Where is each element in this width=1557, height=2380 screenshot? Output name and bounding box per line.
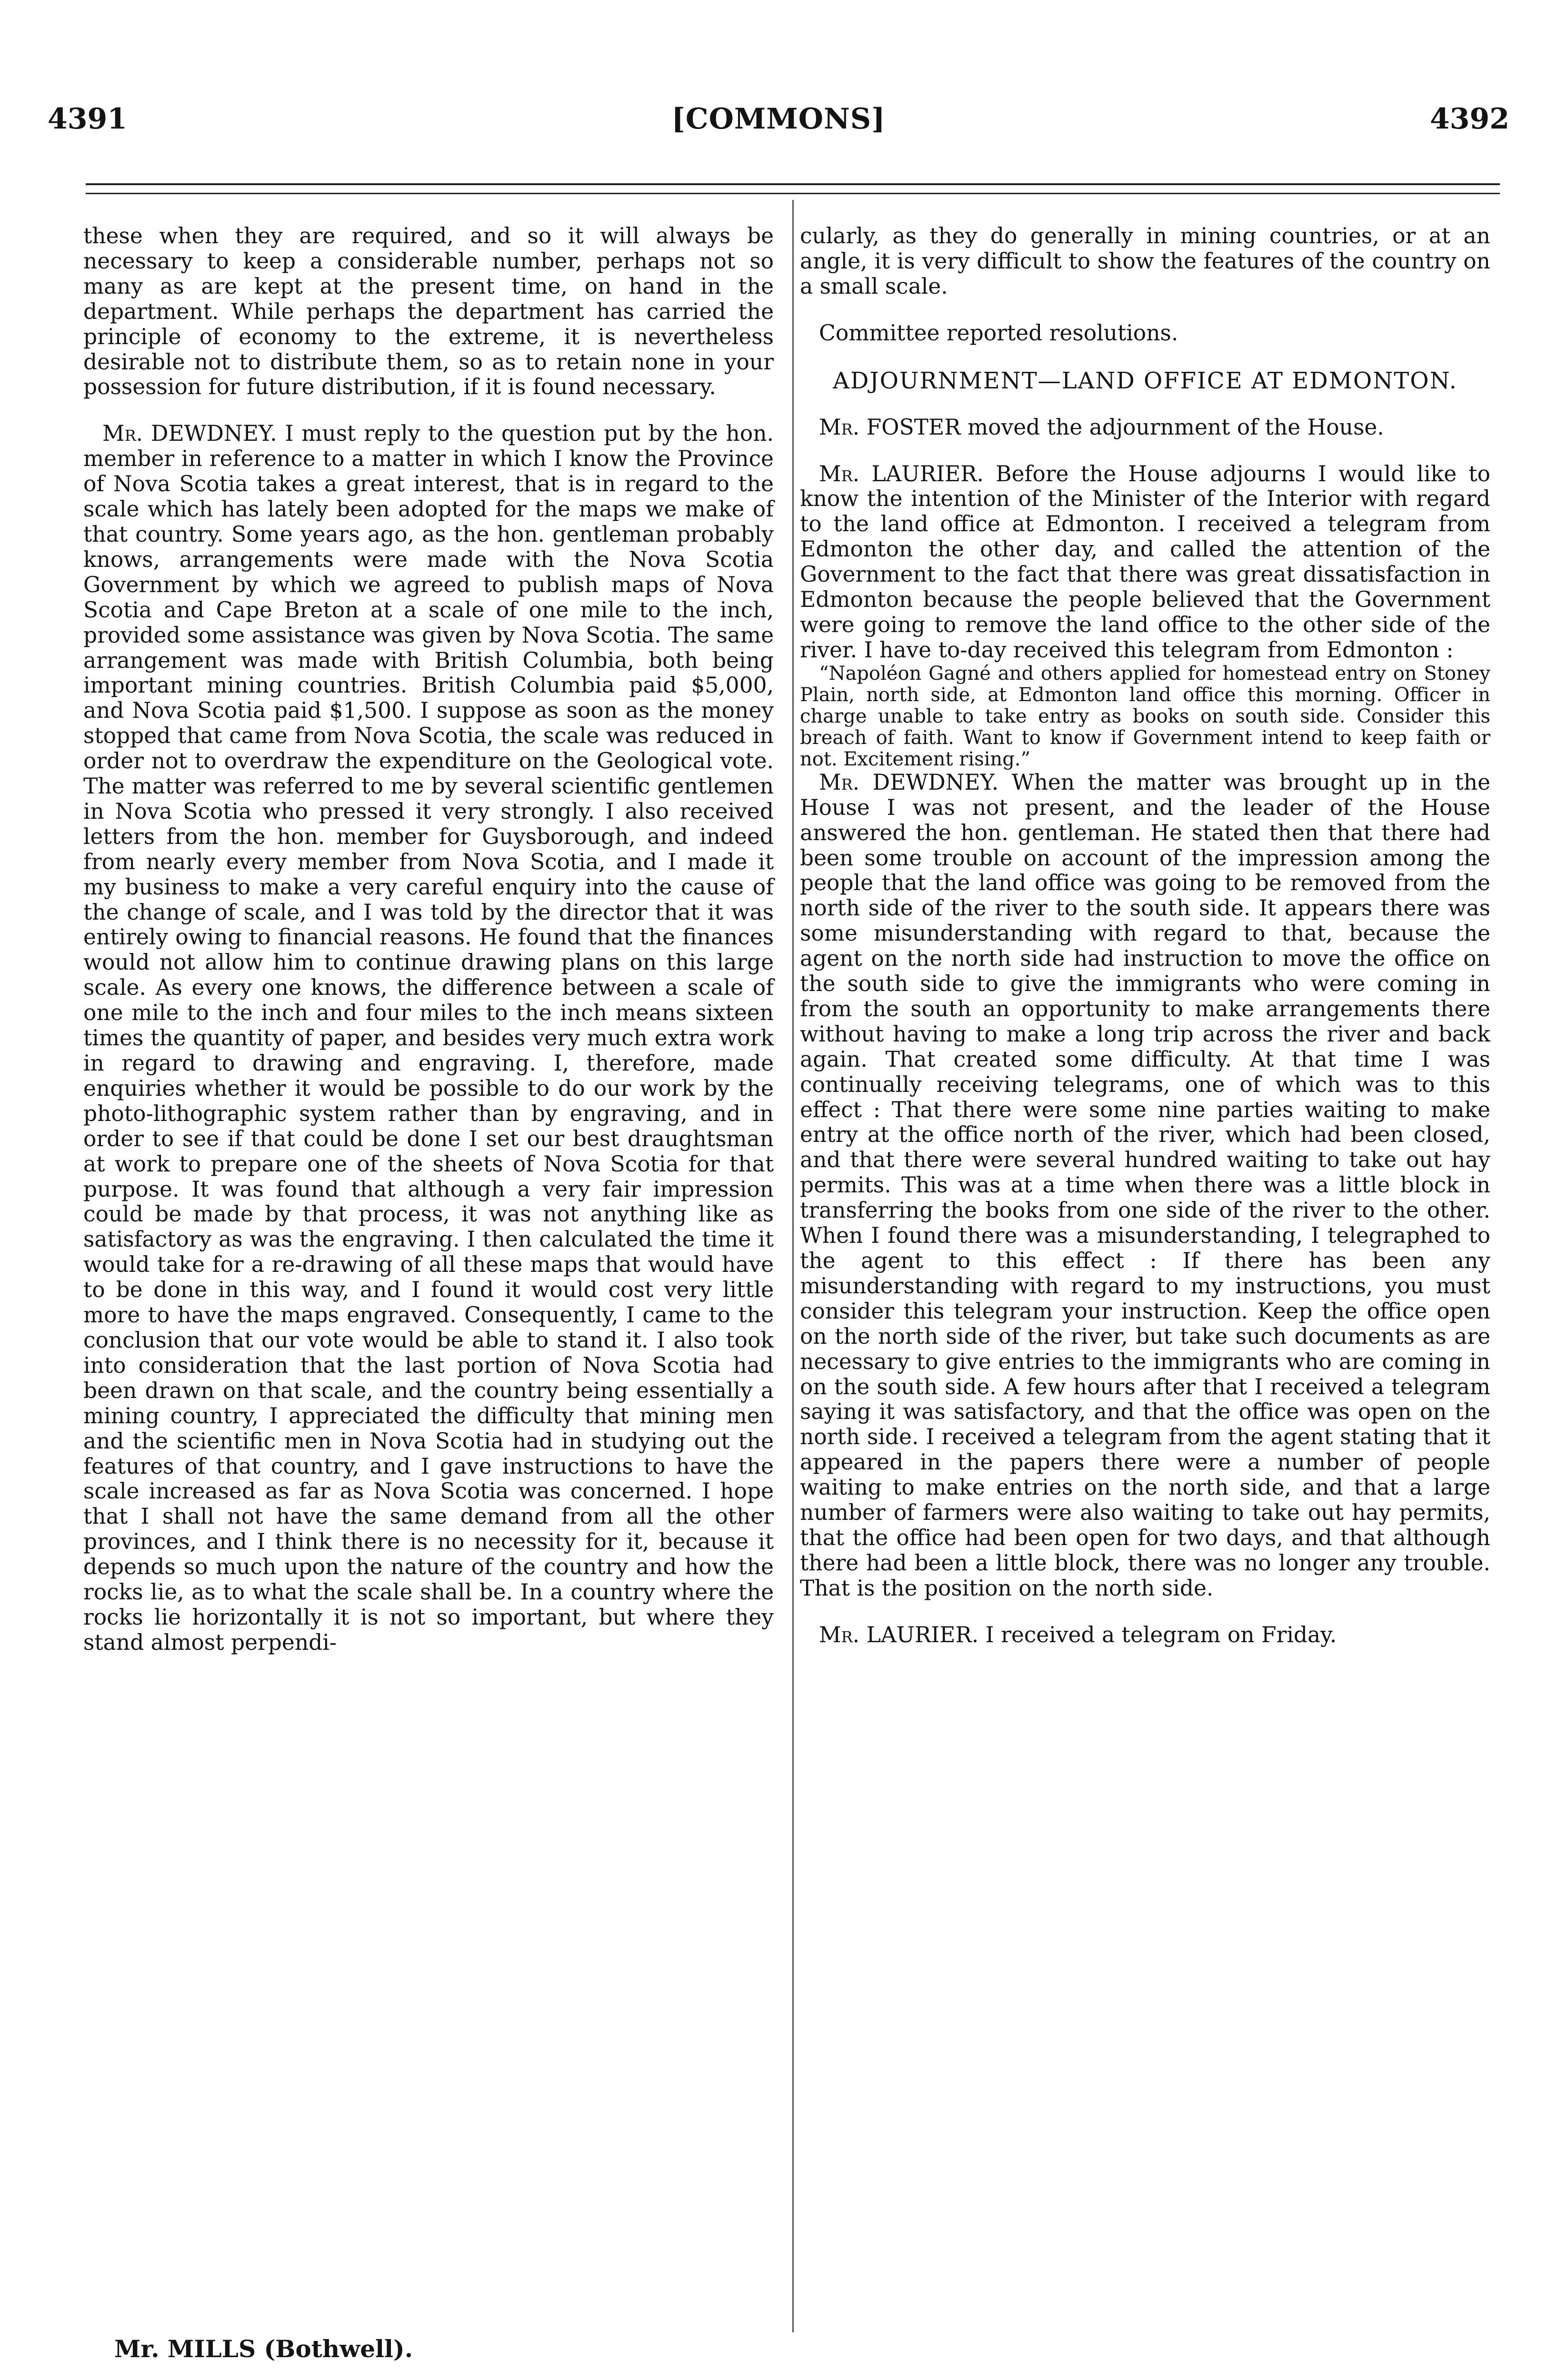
speech-text: I must reply to the question put by the hon. member in reference to a matter in which I know the Province of Nova Scotia takes a great interest, that is in regard to the scale which has lately been adopted for the maps we make of that country. Some years ago, as the hon. gentleman probably knows, arrangements were made with the Nova Scotia Government by which we agreed to publish maps of Nova Scotia and Cape Breton at a scale of one mile to the inch, provided some assistance was given by Nova Scotia. The same arrangement was made with British Columbia, both being important mining countries. British Columbia paid $5,000, and Nova Scotia paid $1,500. I suppose as soon as the money stopped that came from Nova Scotia, the scale was reduced in order not to overdraw the expenditure on the Geological vote. The matter was referred to me by several scientific gentlemen in Nova Scotia who pressed it very strongly. I also received letters from the hon. member for Guysborough, and indeed from nearly every member from Nova Scotia, and I made it my business to make a very careful enquiry into the cause of the change of scale, and I was told by the director that it was entirely owing to financial reasons. He found that the finances would not allow him to continue drawing plans on this large scale. As every one knows, the difference between a scale of one mile to the inch and four miles to the inch means sixteen times the quantity of paper, and besides very much extra work in regard to drawing and engraving. I, therefore, made enquiries whether it would be possible to do our work by the photo-lithographic system rather than by engraving, and in order to see if that could be done I set our best draughtsman at work to prepare one of the sheets of Nova Scotia for that purpose. It was found that although a very fair impression could be made by that process, it was not anything like as satisfactory as was the engraving. I then calculated the time it would take for a re-drawing of all these maps that would have to be done in this way, and I found it would cost very little more to have the maps engraved. Consequently, I came to the conclusion that our vote would be able to stand it. I also took into consideration that the last portion of Nova Scotia had been drawn on that scale, and the country being essentially a mining country, I appreciated the difficulty that mining men and the scientific men in Nova Scotia had in studying out the features of that country, and I gave instructions to have the scale increased as far as Nova Scotia was concerned. I hope that I shall not have the same demand from all the other provinces, and I think there is no necessity for it, because it depends so much upon the nature of the country and how the rocks lie, as to what the scale shall be. In a country where the rocks lie horizontally it is not so important, but where they stand almost perpendi- <box>83 421 774 1655</box>
speech-laurier <box>800 1623 1490 1648</box>
speech-foster <box>800 415 1490 440</box>
speech-text: moved the adjournment of the House. <box>967 414 1384 440</box>
speaker-name: Mr. DEWDNEY. <box>819 769 999 795</box>
speech-text: I received a telegram on Friday. <box>985 1622 1337 1647</box>
speaker-name: Mr. LAURIER. <box>819 461 984 486</box>
speech-dewdney <box>83 421 774 1655</box>
section-heading: ADJOURNMENT—LAND OFFICE AT EDMONTON. <box>833 367 1457 394</box>
page-number-left: 4391 <box>48 102 127 136</box>
paragraph: these when they are required, and so it will always be necessary to keep a considerable number, perhaps not so many as are kept at the present time, on hand in the department. While perhaps the department has carried the principle of economy to the extreme, it is nevertheless desirable not to distribute them, so as to retain none in your possession for future distribution, if it is found necessary. <box>83 223 774 400</box>
speaker-name: Mr. FOSTER <box>819 414 961 440</box>
speech-dewdney <box>800 770 1490 1601</box>
telegram-quote: “Napoléon Gagné and others applied for homestead entry on Stoney Plain, north side, at Edmonton land office this morning. Officer in charge unable to take entry as books on south side. Consider this breach of faith. Want to know if Government intend to keep faith or not. Excitement rising.” <box>800 662 1490 770</box>
speaker-name: Mr. LAURIER. <box>819 1622 979 1647</box>
running-head: [COMMONS] <box>671 102 886 136</box>
page-number-right: 4392 <box>1430 102 1509 136</box>
header-rule-bottom <box>86 193 1500 194</box>
left-column <box>83 224 774 1656</box>
paragraph: cularly, as they do generally in mining countries, or at an angle, it is very difficult to show the features of the country on a small scale. <box>800 223 1490 299</box>
right-column <box>800 224 1490 1648</box>
speaker-name: Mr. DEWDNEY. <box>102 421 277 446</box>
speech-text: Before the House adjourns I would like to know the intention of the Minister of the Interior with regard to the land office at Edmonton. I received a telegram from Edmonton the other day, and called the attention of the Government to the fact that there was great dissatisfaction in Edmonton because the people believed that the Government were going to remove the land office to the other side of the river. I have to-day received this telegram from Edmonton : <box>800 461 1490 663</box>
page-header <box>48 102 1509 145</box>
speech-laurier <box>800 462 1490 663</box>
column-divider <box>792 200 794 2332</box>
footer-speaker: Mr. MILLS (Bothwell). <box>114 2335 413 2363</box>
speech-text: When the matter was brought up in the House I was not present, and the leader of the House answered the hon. gentleman. He stated then that there had been some trouble on account of the impression among the people that the land office was going to be removed from the north side of the river to the south side. It appears there was some misunderstanding with regard to that, because the agent on the north side had instruction to move the office on the south side to give the immigrants who were coming in from the south an opportunity to make arrangements there without having to make a long trip across the river and back again. That created some difficulty. At that time I was continually receiving telegrams, one of which was to this effect : That there were some nine parties waiting to make entry at the office north of the river, which had been closed, and that there were several hundred waiting to take out hay permits. This was at a time when there was a little block in transferring the books from one side of the river to the other. When I found there was a misunderstanding, I telegraphed to the agent to this effect : If there has been any misunderstanding with regard to my instructions, you must consider this telegram your instruction. Keep the office open on the north side of the river, but take such documents as are necessary to give entries to the immigrants who are coming in on the south side. A few hours after that I received a telegram saying it was satisfactory, and that the office was open on the north side. I received a telegram from the agent stating that it appeared in the papers there were a number of people waiting to make entries on the north side, and that a large number of farmers were also waiting to take out hay permits, that the office had been open for two days, and that although there had been a little block, there was no longer any trouble. That is the position on the north side. <box>800 769 1491 1601</box>
committee-note: Committee reported resolutions. <box>819 320 1178 346</box>
header-rule-top <box>86 183 1500 185</box>
